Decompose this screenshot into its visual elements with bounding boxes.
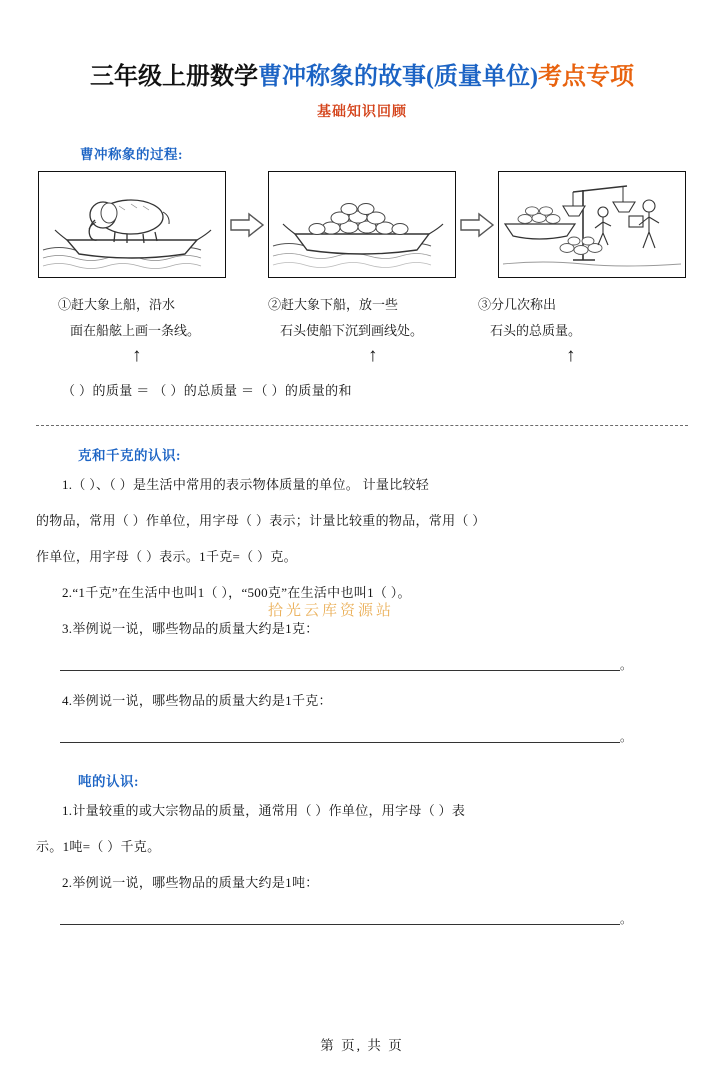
answer-tail-2: 。 bbox=[620, 730, 633, 744]
gram-kg-line-5: 3.举例说一说，哪些物品的质量大约是1克： bbox=[62, 621, 319, 636]
illustration-elephant-on-boat bbox=[38, 171, 226, 278]
section-divider bbox=[36, 425, 688, 426]
caption-2 bbox=[268, 292, 478, 344]
caption-3-line2: 石头的总质量。 bbox=[490, 323, 582, 338]
caption-3 bbox=[478, 292, 688, 344]
gram-kg-line-2: 的物品，常用（ ）作单位，用字母（ ）表示；计量比较重的物品，常用（ ） bbox=[36, 513, 486, 528]
illustration-captions bbox=[36, 292, 688, 344]
title-part-topic: 曹冲称象的故事(质量单位) bbox=[258, 64, 538, 90]
caption-2-line2: 石头使船下沉到画线处。 bbox=[280, 323, 424, 338]
section-gram-kilogram bbox=[36, 444, 688, 752]
ton-line-3: 2.举例说一说，哪些物品的质量大约是1吨： bbox=[62, 875, 319, 890]
answer-blank-rule-1[interactable] bbox=[60, 656, 620, 671]
page-title bbox=[36, 56, 688, 91]
up-arrow-icon-3: ↑ bbox=[566, 345, 576, 366]
caption-3-line1: ③分几次称出 bbox=[478, 297, 557, 312]
page-footer: 第 页, 共 页 bbox=[320, 1038, 404, 1053]
caption-2-line1: ②赶大象下船，放一些 bbox=[268, 297, 399, 312]
answer-blank-rule-2[interactable] bbox=[60, 728, 620, 743]
gram-kg-line-6: 4.举例说一说，哪些物品的质量大约是1千克： bbox=[62, 693, 332, 708]
caption-1-line1: ①赶大象上船，沿水 bbox=[58, 297, 176, 312]
arrow-right-icon-1 bbox=[226, 212, 268, 238]
ton-line-2: 示。1吨=（ ）千克。 bbox=[36, 839, 161, 854]
up-arrow-icon-2: ↑ bbox=[368, 345, 378, 366]
process-label: 曹冲称象的过程: bbox=[80, 147, 183, 162]
watermark-text: 拾光云库资源站 bbox=[268, 602, 395, 619]
answer-tail-3: 。 bbox=[620, 912, 633, 926]
gram-kg-line-3: 作单位，用字母（ ）表示。1千克=（ ）克。 bbox=[36, 549, 297, 564]
illustration-weighing-stones bbox=[498, 171, 686, 278]
title-part-grade: 三年级上册数学 bbox=[90, 64, 258, 90]
pointer-arrows bbox=[36, 346, 688, 376]
stones-boat-icon bbox=[269, 172, 455, 277]
illustration-stones-on-boat bbox=[268, 171, 456, 278]
caption-1-line2: 面在船舷上画一条线。 bbox=[70, 323, 201, 338]
balance-scale-icon bbox=[499, 172, 685, 277]
answer-blank-rule-3[interactable] bbox=[60, 910, 620, 925]
equation-blank-line: （ ）的质量 ＝ （ ）的总质量 ＝（ ）的质量的和 bbox=[62, 383, 352, 398]
answer-tail-1: 。 bbox=[620, 658, 633, 672]
worksheet-page bbox=[0, 56, 724, 1080]
caption-1 bbox=[58, 292, 268, 344]
gram-kg-line-1: 1.（ ）、（ ）是生活中常用的表示物体质量的单位。 计量比较轻 bbox=[62, 477, 430, 492]
elephant-boat-icon bbox=[39, 172, 225, 277]
gram-kg-line-4: 2.“1千克”在生活中也叫1（ ），“500克”在生活中也叫1（ ）。 bbox=[62, 585, 411, 600]
up-arrow-icon-1: ↑ bbox=[132, 345, 142, 366]
section-heading-gram-kilogram: 克和千克的认识: bbox=[78, 448, 181, 463]
arrow-right-icon-2 bbox=[456, 212, 498, 238]
page-subtitle: 基础知识回顾 bbox=[317, 105, 407, 120]
illustration-strip bbox=[36, 171, 688, 278]
ton-line-1: 1.计量较重的或大宗物品的质量，通常用（ ）作单位，用字母（ ）表 bbox=[62, 803, 466, 818]
section-heading-ton: 吨的认识: bbox=[78, 774, 139, 789]
title-part-suffix: 考点专项 bbox=[537, 64, 634, 90]
section-ton bbox=[36, 770, 688, 934]
